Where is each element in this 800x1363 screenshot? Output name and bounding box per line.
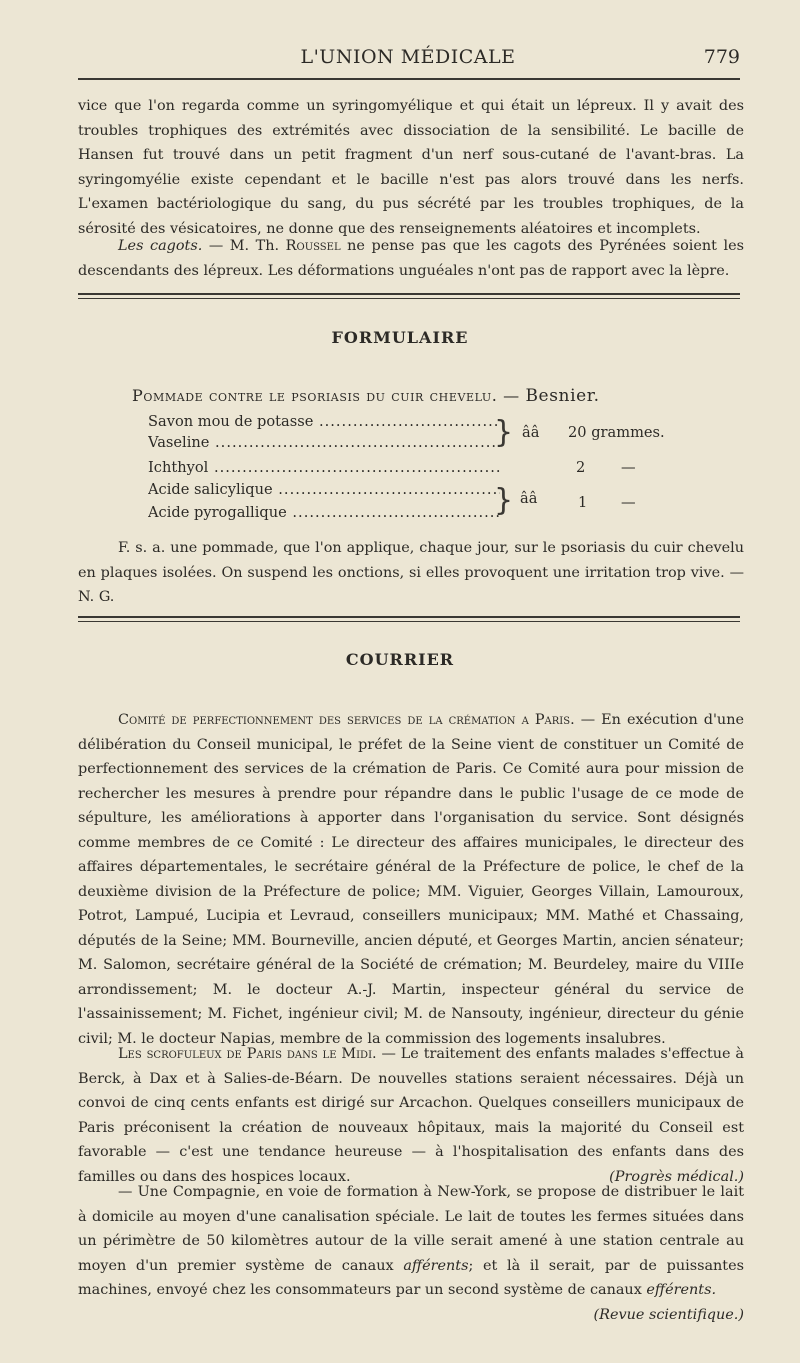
recipe-instructions: F. s. a. une pommade, que l'on applique, chaque jour, sur le psoriasis du cuir chevelu en plaques isolées. On suspend les onctions, si elles provoquent une irritation trop vive. — N. G. [78, 540, 744, 605]
newyork-text-a: — Une Compagnie, en voie de formation à New-York, se propose de distribuer le lait à domicile au moyen d'une canalisation spéciale. Le lait de toutes les fermes situées dans un périmètre de 50 kilomètres autour de la ville serait amené à une station centrale au moyen d'un premier système de canaux [78, 1184, 744, 1274]
newyork-afferents: afférents [403, 1257, 469, 1274]
ingredient-acide-salicylique: Acide salicylique ..... [148, 481, 500, 498]
qty-group-1: 20 grammes. [568, 424, 665, 441]
header-rule [78, 78, 740, 80]
scrofuleux-lead: Les scrofuleux de Paris dans le Midi. [118, 1046, 377, 1062]
unit-ichthyol: — [621, 459, 636, 476]
formulaire-heading: FORMULAIRE [331, 328, 469, 347]
ingredient-ichthyol: Ichthyol ..... [148, 459, 500, 476]
cremation-text: — En exécution d'une délibération du Conseil municipal, le préfet de la Seine vient de constituer un Comité de perfectionnement des services de la crémation de Paris. Ce Comité aura pour mission de rechercher les mesures à prendre pour répandre dans le public l'usage de ce mode de sépulture, les améliorations à apporter dans l'organisation du service. Sont désignés comme membres de ce Comité : Le directeur des affaires municipales, le directeur des affaires départementales, le secrétaire général de la Préfecture de police, le chef de la deuxième division de la Préfecture de police; MM. Viguier, Georges Villain, Lamouroux, Potrot, Lampué, Lucipia et Levraud, conseillers municipaux; MM. Mathé et Chassaing, députés de la Seine; MM. Bourneville, ancien député, et Georges Martin, ancien sénateur; M. Salomon, secrétaire général de la Société de crémation; M. Beurdeley, maire du VIIIe arrondissement; M. le docteur A.-J. Martin, inspecteur général du service de l'assainissement; M. Fichet, ingénieur civil; M. de Nansouty, ingénieur, directeur du génie civil; M. le docteur Napias, membre de la commission des logements insalubres. [78, 712, 744, 1047]
courrier-rule-bottom [78, 621, 740, 622]
recipe-title [132, 386, 600, 406]
aa-group-2: ââ [520, 490, 538, 507]
newyork-paragraph [78, 1180, 744, 1327]
scrofuleux-source: (Progrès médical.) [609, 1168, 744, 1185]
cremation-lead: Comité de perfectionnement des services de la crémation a Paris. [118, 712, 575, 728]
recipe-name: Pommade contre le psoriasis du cuir chevelu. — [132, 386, 520, 405]
journal-title: L'UNION MÉDICALE [300, 46, 516, 68]
ingredient-vaseline: Vaseline ..... [148, 434, 500, 451]
cagots-text: ne pense pas que les cagots des Pyrénées soient les descendants des lépreux. Les déformations unguéales n'ont pas de rapport avec la lèpre. [78, 238, 744, 279]
recipe-author: Besnier. [525, 386, 600, 406]
ingredient-acide-pyrogallique: Acide pyrogallique ..... [148, 504, 500, 521]
courrier-rule-top [78, 616, 740, 618]
cagots-lead: Les cagots. [118, 238, 203, 254]
page-number: 779 [703, 46, 740, 68]
newyork-text-b: ; et là il serait, par de puissantes machines, envoyé chez les consommateurs par un second système de canaux [78, 1257, 744, 1298]
cagots-paragraph [78, 234, 744, 283]
section-rule-bottom [78, 298, 740, 299]
newyork-efferents: efférents. [646, 1282, 717, 1298]
intro-paragraph: vice que l'on regarda comme un syringomyélique et qui était un lépreux. Il y avait des troubles trophiques des extrémités avec dissociation de la sensibilité. Le bacille de Hansen fut trouvé dans un petit fragment d'un nerf sous-cutané de l'avant-bras. La syringomyélie existe cependant et le bacille n'est pas alors trouvé dans les nerfs. L'examen bactériologique du sang, du pus sécrété par les troubles trophiques, de la sérosité des vésicatoires, ne donne que des renseignements aléatoires et incomplets. [78, 98, 744, 237]
unit-group-2: — [621, 494, 636, 511]
ingredient-savon: Savon mou de potasse ..... [148, 413, 500, 430]
scrofuleux-paragraph [78, 1042, 744, 1189]
brace-group-2: } [494, 483, 514, 518]
section-rule-top [78, 293, 740, 295]
cremation-paragraph [78, 708, 744, 1051]
courrier-heading: COURRIER [345, 650, 455, 669]
brace-group-1: } [494, 415, 514, 450]
cagots-author: Roussel [285, 238, 341, 254]
newyork-source: (Revue scientifique.) [593, 1306, 744, 1323]
qty-ichthyol: 2 [576, 459, 586, 476]
scrofuleux-text: — Le traitement des enfants malades s'effectue à Berck, à Dax et à Salies-de-Béarn. De nouvelles stations seraient nécessaires. Déjà un convoi de cinq cents enfants est dirigé sur Arcachon. Quelques conseillers municipaux de Paris préconisent la création de nouveaux hôpitaux, mais la majorité du Conseil est favorable — c'est une tendance heureuse — à l'hospitalisation des enfants dans des familles ou dans des hospices locaux. [78, 1046, 744, 1185]
running-header [76, 46, 740, 74]
cagots-dash: — M. Th. [202, 238, 286, 254]
qty-group-2: 1 [578, 494, 588, 511]
aa-group-1: ââ [522, 424, 540, 441]
